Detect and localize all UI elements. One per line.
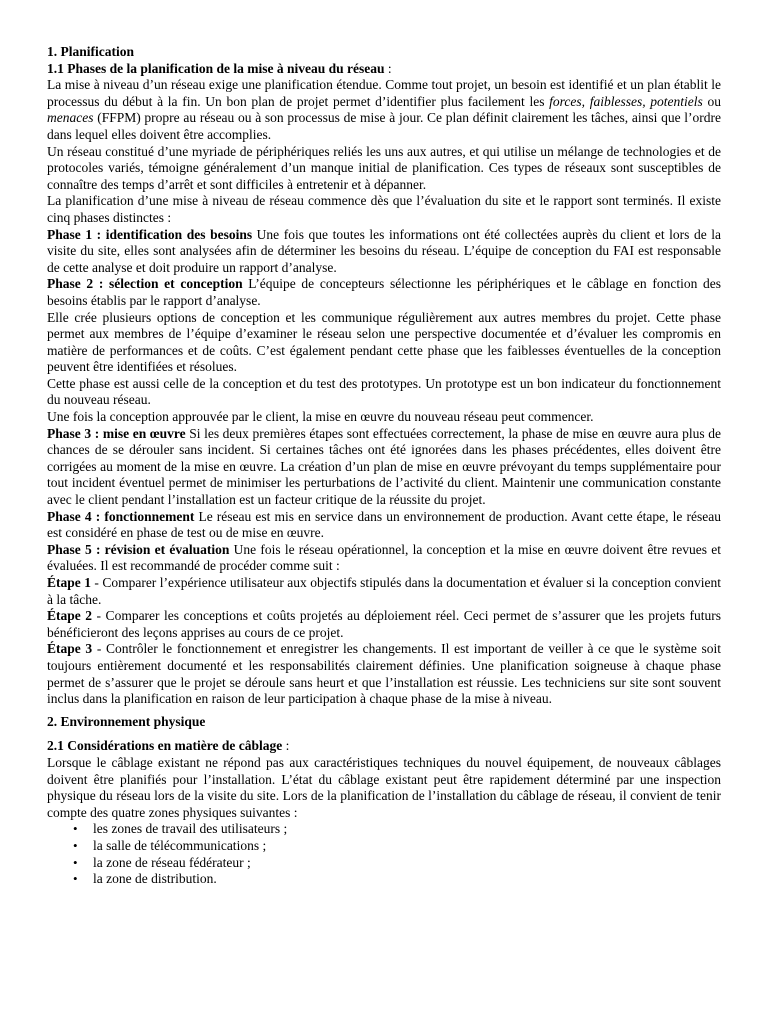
subsection-1-1-heading: 1.1 Phases de la planification de la mise à niveau du réseau :	[47, 60, 392, 76]
phase-2: Phase 2 : sélection et conception L’équipe de concepteurs sélectionne les périphériques et le câblage en fonction des besoins établis par le rapport d’analyse.	[47, 276, 721, 308]
step-2-label: Étape 2	[47, 608, 93, 624]
phase-1-label: Phase 1 : identification des besoins	[47, 226, 253, 242]
phase-3: Phase 3 : mise en œuvre Si les deux premières étapes sont effectuées correctement, la phase de mise en œuvre aura plus de chances de se dérouler sans incident. Si certaines tâches ont été ignorées dans les phases précédentes, elles doivent être corrigées au moment de la mise en œuvre. La création d’un plan de mise en œuvre prévoyant du temps supplémentaire pour tout incident éventuel permet de minimiser les perturbations de l’activité du client. Maintenir une communication constante avec le client pendant l’installation est un facteur critique de la réussite du projet.	[47, 425, 721, 508]
phase-2-paragraph-4: Une fois la conception approuvée par le client, la mise en œuvre du nouveau réseau peut commencer.	[47, 409, 594, 425]
list-item: • la salle de télécommunications ;	[47, 838, 721, 855]
paragraph-network: Un réseau constitué d’une myriade de périphériques reliés les uns aux autres, et qui utilise un mélange de technologies et de protocoles variés, témoigne généralement d’un manque initial de planification. Ces types de réseaux sont susceptibles de connaître des temps d’arrêt et sont difficiles à entretenir et à dépanner.	[47, 143, 721, 192]
physical-zones-list	[47, 821, 721, 887]
phase-2-paragraph-3: Cette phase est aussi celle de la conception et du test des prototypes. Un prototype est un bon indicateur du fonctionnement du nouveau réseau.	[47, 375, 721, 408]
list-item: • la zone de réseau fédérateur ;	[47, 855, 721, 872]
document-page	[47, 44, 721, 888]
phase-5-label: Phase 5 : révision et évaluation	[47, 541, 230, 557]
phase-3-label: Phase 3 : mise en œuvre	[47, 425, 186, 441]
paragraph-cabling: Lorsque le câblage existant ne répond pas aux caractéristiques techniques du nouvel équipement, de nouveaux câblages doivent être planifiés pour l’installation. L’état du câblage existant peut être rapidement déterminé par une inspection physique du réseau lors de la visite du site. Lors de la planification de l’installation du câblage de réseau, il convient de tenir compte des quatre zones physiques suivantes :	[47, 754, 721, 820]
step-3: Étape 3 - Contrôler le fonctionnement et enregistrer les changements. Il est important de veiller à ce que le système soit toujours entièrement documenté et les responsabilités clairement définies. Une planification soigneuse à chaque phase permet de s’assurer que le projet se déroule sans heurt et que l’installation est réussie. Les techniciens sur site sont souvent inclus dans la planification en raison de leur participation à chaque phase de la mise à niveau.	[47, 641, 722, 707]
step-1-label: Étape 1	[47, 575, 91, 590]
list-item: • la zone de distribution.	[47, 871, 721, 888]
section-2-heading: 2. Environnement physique	[47, 713, 206, 729]
phase-1: Phase 1 : identification des besoins Une fois que toutes les informations ont été collectées auprès du client et lors de la visite du site, elles sont analysées afin de déterminer les besoins du réseau. L’équipe de conception du FAI est responsable de cette analyse et doit produire un rapport d’analyse.	[47, 226, 721, 275]
phase-2-paragraph-2: Elle crée plusieurs options de conception et les communique régulièrement aux autres membres du projet. Cette phase permet aux membres de l’équipe d’examiner le réseau selon une perspective documentée et d’évaluer les compromis en matière de performances et de coûts. C’est également pendant cette phase que les faiblesses éventuelles de la conception peuvent être identifiées et résolues.	[47, 309, 721, 375]
list-item: • les zones de travail des utilisateurs ;	[47, 821, 721, 838]
phase-5: Phase 5 : révision et évaluation Une fois le réseau opérationnel, la conception et la mise en œuvre doivent être revues et évaluées. Il est recommandé de procéder comme suit :	[47, 541, 721, 574]
paragraph-phases-intro: La planification d’une mise à niveau de réseau commence dès que l’évaluation du site et le rapport sont terminés. Il existe cinq phases distinctes :	[47, 193, 721, 225]
step-1: Étape 1 - Comparer l’expérience utilisateur aux objectifs stipulés dans la documentation et évaluer si la conception convient à la tâche.	[47, 575, 722, 607]
paragraph-intro: La mise à niveau d’un réseau exige une planification étendue. Comme tout projet, un besoin est identifié et un plan établit le processus du début à la fin. Un bon plan de projet permet d’identifier plus facilement les forces, faiblesses, potentiels ou menaces (FFPM) propre au réseau ou à son processus de mise à jour. Ce plan définit clairement les tâches, ainsi que l’ordre dans lequel elles doivent être accomplies.	[47, 77, 722, 142]
step-2: Étape 2 - Comparer les conceptions et coûts projetés au déploiement réel. Ceci permet de s’assurer que les projets futurs bénéficieront des leçons apprises au cours de ce projet.	[47, 608, 722, 640]
phase-4-label: Phase 4 : fonctionnement	[47, 508, 195, 524]
step-3-label: Étape 3	[47, 641, 93, 657]
subsection-2-1-heading: 2.1 Considérations en matière de câblage :	[47, 738, 290, 754]
section-1-heading: 1. Planification	[47, 44, 134, 59]
phase-4: Phase 4 : fonctionnement Le réseau est mis en service dans un environnement de production. Avant cette étape, le réseau est considéré en phase de test ou de mise en œuvre.	[47, 508, 721, 541]
phase-2-label: Phase 2 : sélection et conception	[47, 276, 243, 292]
